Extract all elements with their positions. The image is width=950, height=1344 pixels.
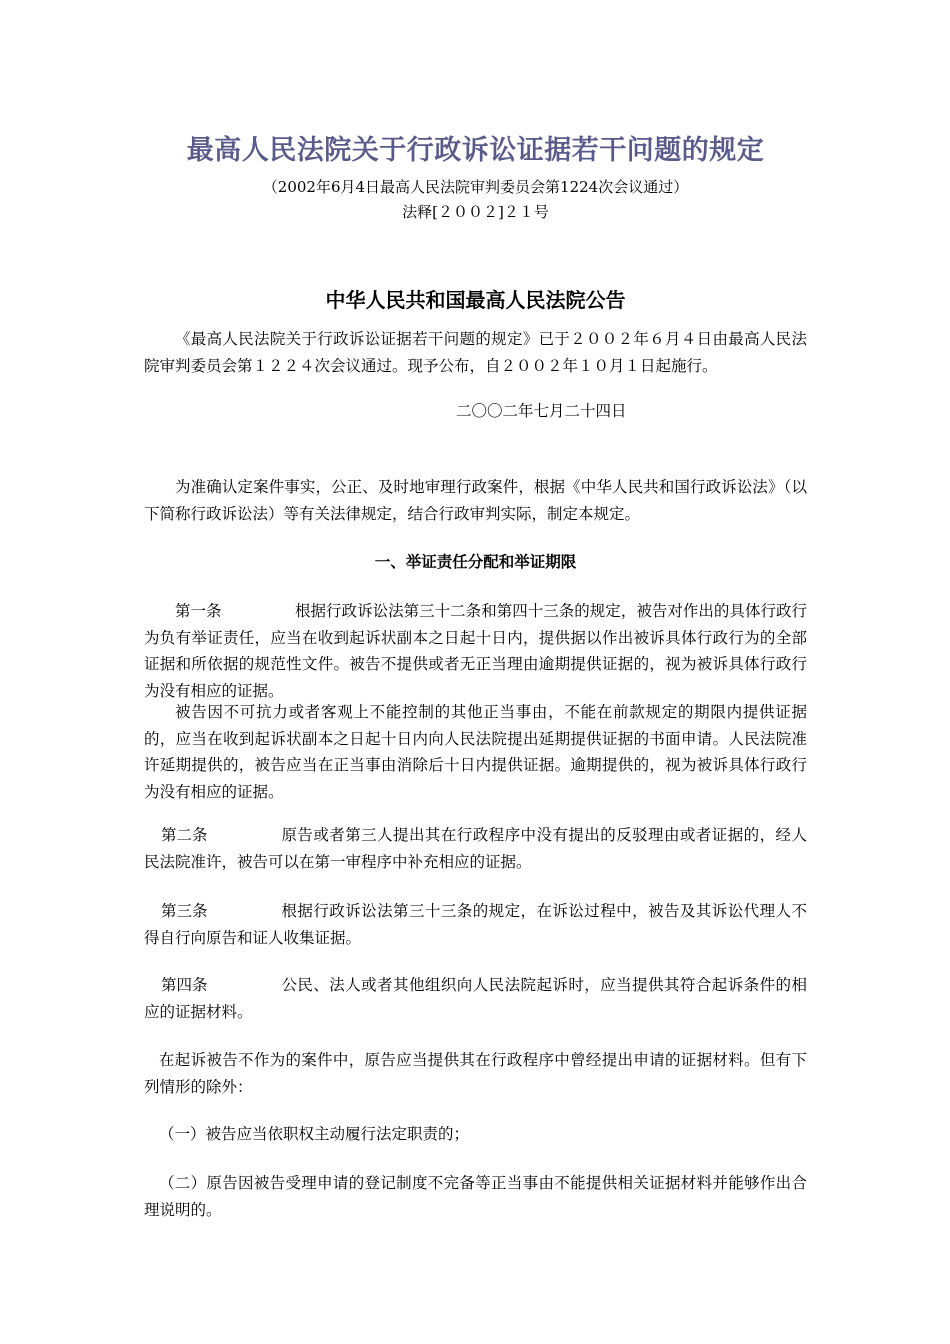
article-text: 根据行政诉讼法第三十三条的规定，在诉讼过程中，被告及其诉讼代理人不得自行向原告和证人收集证据。 bbox=[144, 902, 807, 947]
list-item: （二）原告因被告受理申请的登记制度不完备等正当事由不能提供相关证据材料并能够作出合理说明的。 bbox=[144, 1174, 807, 1219]
article-1 bbox=[144, 598, 807, 704]
announcement-body: 《最高人民法院关于行政诉讼证据若干问题的规定》已于２００２年６月４日由最高人民法院审判委员会第１２２４次会议通过。现予公布，自２００２年１０月１日起施行。 bbox=[144, 330, 807, 375]
article-label: 第四条 bbox=[161, 976, 208, 994]
article-3 bbox=[144, 898, 807, 951]
article-4-exception: 在起诉被告不作为的案件中，原告应当提供其在行政程序中曾经提出申请的证据材料。但有下列情形的除外： bbox=[144, 1051, 807, 1096]
article-text: 原告或者第三人提出其在行政程序中没有提出的反驳理由或者证据的，经人民法院准许，被告可以在第一审程序中补充相应的证据。 bbox=[144, 826, 807, 871]
article-label: 第三条 bbox=[161, 902, 208, 920]
document-page bbox=[144, 0, 807, 1344]
intro-paragraph: 为准确认定案件事实，公正、及时地审理行政案件，根据《中华人民共和国行政诉讼法》（以下简称行政诉讼法）等有关法律规定，结合行政审判实际，制定本规定。 bbox=[144, 478, 807, 523]
list-item: （一）被告应当依职权主动履行法定职责的； bbox=[159, 1125, 470, 1143]
article-1-paragraph-2: 被告因不可抗力或者客观上不能控制的其他正当事由，不能在前款规定的期限内提供证据的，应当在收到起诉状副本之日起十日内向人民法院提出延期提供证据的书面申请。人民法院准许延期提供的，被告应当在正当事由消除后十日内提供证据。逾期提供的，视为被诉具体行政行为没有相应的证据。 bbox=[144, 703, 807, 801]
article-label: 第二条 bbox=[161, 826, 208, 844]
article-2 bbox=[144, 822, 807, 875]
adoption-note: （2002年6月4日最高人民法院审判委员会第1224次会议通过） bbox=[262, 178, 689, 196]
article-text: 根据行政诉讼法第三十二条和第四十三条的规定，被告对作出的具体行政行为负有举证责任，应当在收到起诉状副本之日起十日内，提供据以作出被诉具体行政行为的全部证据和所依据的规范性文件。被告不提供或者无正当理由逾期提供证据的，视为被诉具体行政行为没有相应的证据。 bbox=[144, 602, 807, 700]
article-text: 公民、法人或者其他组织向人民法院起诉时，应当提供其符合起诉条件的相应的证据材料。 bbox=[144, 976, 807, 1021]
announcement-date: 二〇〇二年七月二十四日 bbox=[456, 402, 627, 420]
document-number: 法释[２００２]２１号 bbox=[402, 203, 549, 221]
announcement-heading: 中华人民共和国最高人民法院公告 bbox=[325, 288, 626, 312]
section-heading: 一、举证责任分配和举证期限 bbox=[374, 552, 577, 571]
document-title: 最高人民法院关于行政诉讼证据若干问题的规定 bbox=[186, 135, 765, 166]
article-label: 第一条 bbox=[175, 602, 222, 620]
article-4 bbox=[144, 972, 807, 1025]
